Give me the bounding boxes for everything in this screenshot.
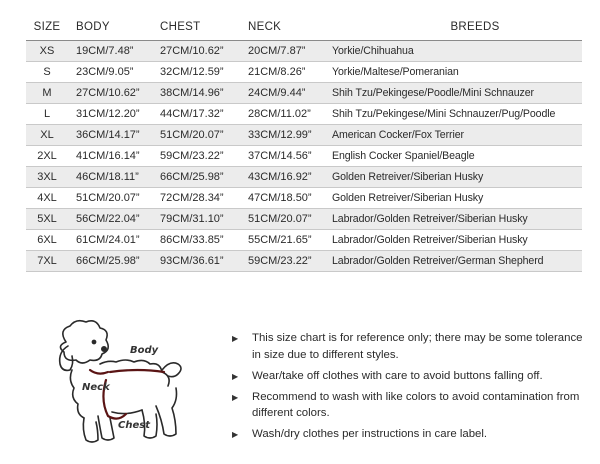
cell-body: 51CM/20.07” [68, 188, 154, 209]
cell-body: 31CM/12.20” [68, 104, 154, 125]
cell-breeds: Golden Retreiver/Siberian Husky [328, 167, 582, 188]
table-row [26, 230, 582, 251]
cell-breeds: Labrador/Golden Retreiver/Siberian Husky [328, 230, 582, 251]
triangle-right-icon: ▶ [232, 392, 239, 402]
triangle-right-icon: ▶ [232, 334, 239, 343]
triangle-right-icon: ▶ [232, 430, 239, 439]
cell-breeds: Yorkie/Maltese/Pomeranian [328, 62, 582, 83]
cell-chest: 66CM/25.98” [154, 167, 242, 188]
cell-breeds: Labrador/Golden Retreiver/Siberian Husky [328, 209, 582, 230]
cell-size: 5XL [26, 209, 68, 230]
cell-size: 6XL [26, 230, 68, 251]
header-size: SIZE [26, 14, 68, 41]
cell-neck: 37CM/14.56” [242, 146, 328, 167]
cell-breeds: Labrador/Golden Retreiver/German Shepherd [328, 251, 582, 272]
note-item [230, 330, 590, 363]
cell-breeds: English Cocker Spaniel/Beagle [328, 146, 582, 167]
cell-body: 66CM/25.98” [68, 251, 154, 272]
cell-body: 61CM/24.01” [68, 230, 154, 251]
cell-chest: 93CM/36.61” [154, 251, 242, 272]
cell-size: 7XL [26, 251, 68, 272]
cell-breeds: Golden Retreiver/Siberian Husky [328, 188, 582, 209]
cell-neck: 24CM/9.44” [242, 83, 328, 104]
cell-chest: 72CM/28.34” [154, 188, 242, 209]
note-item [230, 368, 590, 385]
table-row [26, 83, 582, 104]
cell-chest: 59CM/23.22” [154, 146, 242, 167]
cell-neck: 20CM/7.87” [242, 41, 328, 62]
cell-chest: 79CM/31.10” [154, 209, 242, 230]
cell-breeds: Yorkie/Chihuahua [328, 41, 582, 62]
table-row [26, 41, 582, 62]
cell-size: S [26, 62, 68, 83]
table-header-row [26, 14, 582, 41]
note-text: Wear/take off clothes with care to avoid buttons falling off. [252, 369, 543, 382]
cell-size: M [26, 83, 68, 104]
dog-measurement-diagram [38, 316, 224, 456]
cell-body: 19CM/7.48” [68, 41, 154, 62]
table-row [26, 167, 582, 188]
body-label: Body [130, 345, 159, 356]
table-row [26, 146, 582, 167]
note-text: Recommend to wash with like colors to avoid contamination from different colors. [252, 390, 580, 419]
triangle-right-icon: ▶ [232, 371, 239, 381]
cell-neck: 51CM/20.07” [242, 209, 328, 230]
note-item [230, 389, 590, 422]
cell-chest: 51CM/20.07” [154, 125, 242, 146]
cell-breeds: Shih Tzu/Pekingese/Mini Schnauzer/Pug/Poodle [328, 104, 582, 125]
table-row [26, 125, 582, 146]
table-row [26, 209, 582, 230]
cell-size: XL [26, 125, 68, 146]
note-text: Wash/dry clothes per instructions in care label. [252, 428, 488, 440]
header-breeds: BREEDS [328, 14, 582, 41]
cell-chest: 27CM/10.62” [154, 41, 242, 62]
dog-outline-icon [38, 316, 224, 456]
cell-neck: 28CM/11.02” [242, 104, 328, 125]
table-row [26, 251, 582, 272]
cell-chest: 32CM/12.59” [154, 62, 242, 83]
cell-chest: 38CM/14.96” [154, 83, 242, 104]
table-row [26, 104, 582, 125]
cell-neck: 21CM/8.26” [242, 62, 328, 83]
cell-neck: 47CM/18.50” [242, 188, 328, 209]
cell-size: L [26, 104, 68, 125]
cell-size: XS [26, 41, 68, 62]
chest-label: Chest [118, 420, 150, 431]
cell-size: 2XL [26, 146, 68, 167]
table-row [26, 62, 582, 83]
cell-body: 27CM/10.62” [68, 83, 154, 104]
cell-breeds: Shih Tzu/Pekingese/Poodle/Mini Schnauzer [328, 83, 582, 104]
cell-chest: 44CM/17.32” [154, 104, 242, 125]
header-body: BODY [68, 14, 154, 41]
cell-body: 23CM/9.05” [68, 62, 154, 83]
cell-body: 56CM/22.04” [68, 209, 154, 230]
cell-chest: 86CM/33.85” [154, 230, 242, 251]
table-row [26, 188, 582, 209]
cell-neck: 55CM/21.65” [242, 230, 328, 251]
cell-body: 41CM/16.14” [68, 146, 154, 167]
neck-label: Neck [82, 382, 110, 393]
header-neck: NECK [242, 14, 328, 41]
cell-size: 3XL [26, 167, 68, 188]
cell-size: 4XL [26, 188, 68, 209]
cell-neck: 43CM/16.92” [242, 167, 328, 188]
size-chart-table [26, 14, 582, 272]
table-body [26, 41, 582, 272]
header-chest: CHEST [154, 14, 242, 41]
care-notes-list [230, 330, 590, 447]
cell-body: 36CM/14.17” [68, 125, 154, 146]
cell-neck: 33CM/12.99” [242, 125, 328, 146]
cell-breeds: American Cocker/Fox Terrier [328, 125, 582, 146]
note-item [230, 426, 590, 443]
cell-body: 46CM/18.11” [68, 167, 154, 188]
cell-neck: 59CM/23.22” [242, 251, 328, 272]
note-text: This size chart is for reference only; there may be some tolerance in size due to different styles. [252, 332, 583, 361]
